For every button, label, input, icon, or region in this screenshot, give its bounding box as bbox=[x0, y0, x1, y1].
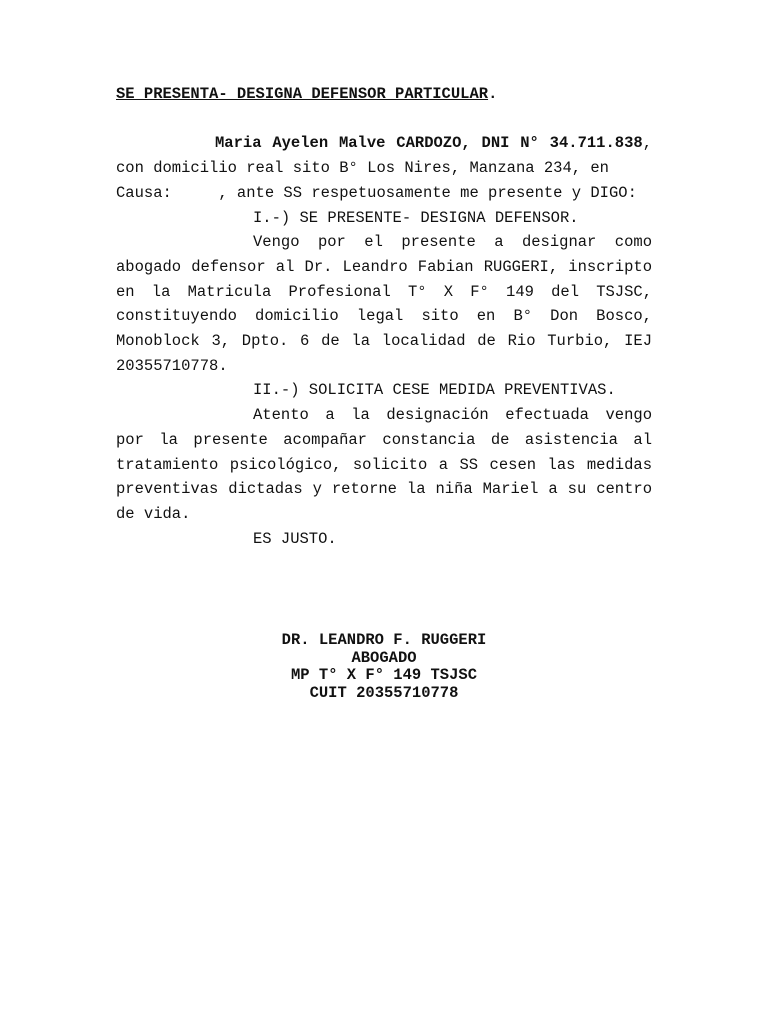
document-title-text: SE PRESENTA- DESIGNA DEFENSOR PARTICULAR bbox=[116, 85, 489, 103]
intro-address: , con domicilio real sito B° Los Nires, Manzana 234, en bbox=[116, 134, 652, 178]
party-name: Maria Ayelen Malve CARDOZO, DNI N° 34.711.838 bbox=[215, 134, 643, 153]
section1-text: Vengo por el presente a designar como abogado defensor al Dr. Leandro Fabian RUGGERI, inscripto en la Matricula Profesional T° X F° 149 del TSJSC, constituyendo domicilio legal sito en B° Don Bosco, Monoblock 3, Dpto. 6 de la localidad de Rio Turbio, IEJ 20355710778. bbox=[116, 233, 652, 375]
section2-heading: II.-) SOLICITA CESE MEDIDA PREVENTIVAS. bbox=[253, 381, 616, 400]
section1-heading: I.-) SE PRESENTE- DESIGNA DEFENSOR. bbox=[253, 208, 579, 227]
signature-block bbox=[116, 632, 652, 702]
document-title-period: . bbox=[488, 85, 498, 103]
spacer bbox=[116, 107, 652, 132]
document-body bbox=[116, 82, 652, 551]
signature-role: ABOGADO bbox=[351, 648, 417, 667]
signature-name: DR. LEANDRO F. RUGGERI bbox=[281, 631, 487, 649]
closing-line: ES JUSTO. bbox=[253, 529, 337, 548]
document-text bbox=[116, 131, 652, 551]
signature-registration: MP T° X F° 149 TSJSC bbox=[290, 666, 478, 684]
section2-text: Atento a la designación efectuada vengo por la presente acompañar constancia de asistencia al tratamiento psicológico, solicito a SS cesen las medidas preventivas dictadas y retorne la niña Mariel a su centro de vida. bbox=[116, 406, 652, 523]
intro-paragraph bbox=[116, 131, 652, 180]
intro-cause-line: Causa: , ante SS respetuosamente me presente y DIGO: bbox=[116, 183, 637, 202]
document-title bbox=[116, 82, 652, 107]
signature-cuit: CUIT 20355710778 bbox=[309, 683, 459, 702]
